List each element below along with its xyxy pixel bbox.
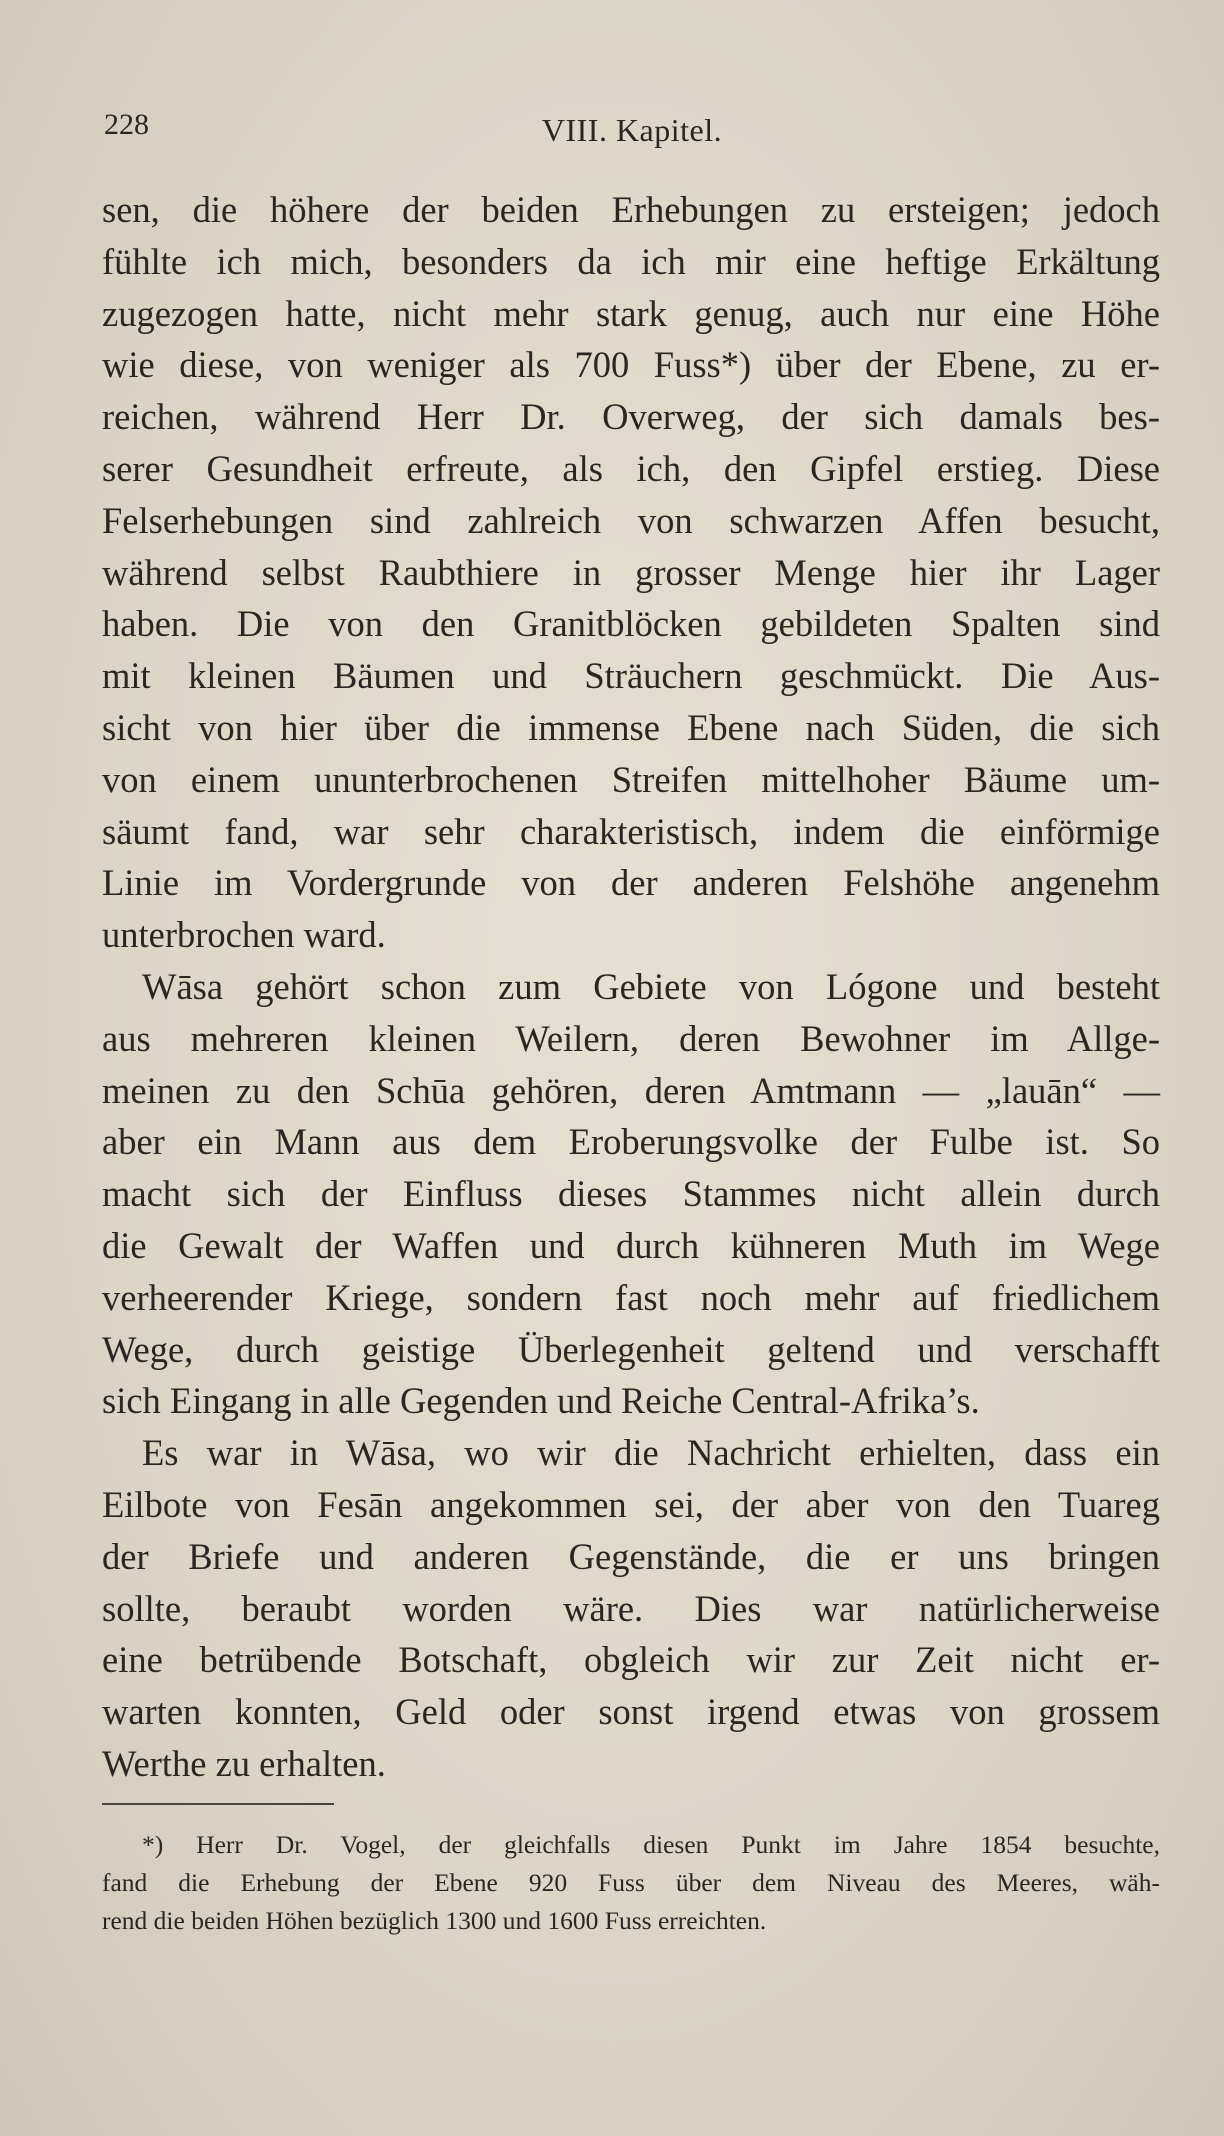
text-line: eine betrübende Botschaft, obgleich wir zur Zeit nicht er- <box>102 1639 1160 1681</box>
text-line: säumt fand, war sehr charakteristisch, indem die einförmige <box>102 810 1160 852</box>
text-line: von einem ununterbrochenen Streifen mittelhoher Bäume um- <box>102 758 1160 800</box>
text-line: Eilbote von Fesān angekommen sei, der aber von den Tuareg <box>102 1483 1160 1525</box>
text-line: haben. Die von den Granitblöcken gebildeten Spalten sind <box>102 603 1160 645</box>
text-line: macht sich der Einfluss dieses Stammes nicht allein durch <box>102 1173 1160 1215</box>
text-line: sen, die höhere der beiden Erhebungen zu ersteigen; jedoch <box>102 189 1160 230</box>
text-line: Linie im Vordergrunde von der anderen Felshöhe angenehm <box>102 862 1160 904</box>
text-line: Felserhebungen sind zahlreich von schwarzen Affen besucht, <box>102 499 1160 541</box>
text-line: serer Gesundheit erfreute, als ich, den Gipfel erstieg. Diese <box>102 447 1160 489</box>
text-line: meinen zu den Schūa gehören, deren Amtmann — „lauān“ — <box>102 1069 1160 1111</box>
text-line: reichen, während Herr Dr. Overweg, der sich damals bes- <box>102 396 1160 438</box>
text-line: fühlte ich mich, besonders da ich mir eine heftige Erkältung <box>102 240 1160 282</box>
text-line: die Gewalt der Waffen und durch kühneren Muth im Wege <box>102 1224 1160 1266</box>
page-number: 228 <box>104 108 149 141</box>
text-line: mit kleinen Bäumen und Sträuchern geschmückt. Die Aus- <box>102 655 1160 697</box>
text-line: sicht von hier über die immense Ebene nach Süden, die sich <box>102 706 1160 748</box>
text-line: verheerender Kriege, sondern fast noch mehr auf friedlichem <box>102 1276 1160 1318</box>
text-line: wie diese, von weniger als 700 Fuss*) über der Ebene, zu er- <box>102 344 1160 386</box>
running-title: VIII. Kapitel. <box>541 112 723 148</box>
text-line: Wāsa gehört schon zum Gebiete von Lógone und besteht <box>142 965 1160 1007</box>
text-line: unterbrochen ward. <box>102 914 386 956</box>
text-line: sich Eingang in alle Gegenden und Reiche Central-Afrika’s. <box>102 1380 980 1422</box>
text-line: Es war in Wāsa, wo wir die Nachricht erhielten, dass ein <box>142 1432 1160 1474</box>
text-line: aus mehreren kleinen Weilern, deren Bewohner im Allge- <box>102 1017 1160 1059</box>
text-line: aber ein Mann aus dem Eroberungsvolke der Fulbe ist. So <box>102 1121 1160 1163</box>
footnotes <box>102 1826 1160 1940</box>
text-line: sollte, beraubt worden wäre. Dies war natürlicherweise <box>102 1587 1160 1629</box>
footnote-line: *) Herr Dr. Vogel, der gleichfalls diesen Punkt im Jahre 1854 besuchte, <box>142 1830 1160 1859</box>
text-line: der Briefe und anderen Gegenstände, die er uns bringen <box>102 1535 1160 1577</box>
text-line: Werthe zu erhalten. <box>102 1742 386 1784</box>
text-line: Wege, durch geistige Überlegenheit geltend und verschafft <box>102 1328 1160 1370</box>
footnote-divider <box>102 1803 334 1805</box>
text-line: zugezogen hatte, nicht mehr stark genug, auch nur eine Höhe <box>102 292 1160 334</box>
page-header <box>104 108 1160 158</box>
footnote-line: rend die beiden Höhen bezüglich 1300 und 1600 Fuss erreichten. <box>102 1906 767 1935</box>
footnote-line: fand die Erhebung der Ebene 920 Fuss über dem Niveau des Meeres, wäh- <box>102 1868 1160 1897</box>
text-line: warten konnten, Geld oder sonst irgend etwas von grossem <box>102 1691 1160 1733</box>
body-text <box>102 184 1160 1790</box>
text-line: während selbst Raubthiere in grosser Menge hier ihr Lager <box>102 551 1160 593</box>
